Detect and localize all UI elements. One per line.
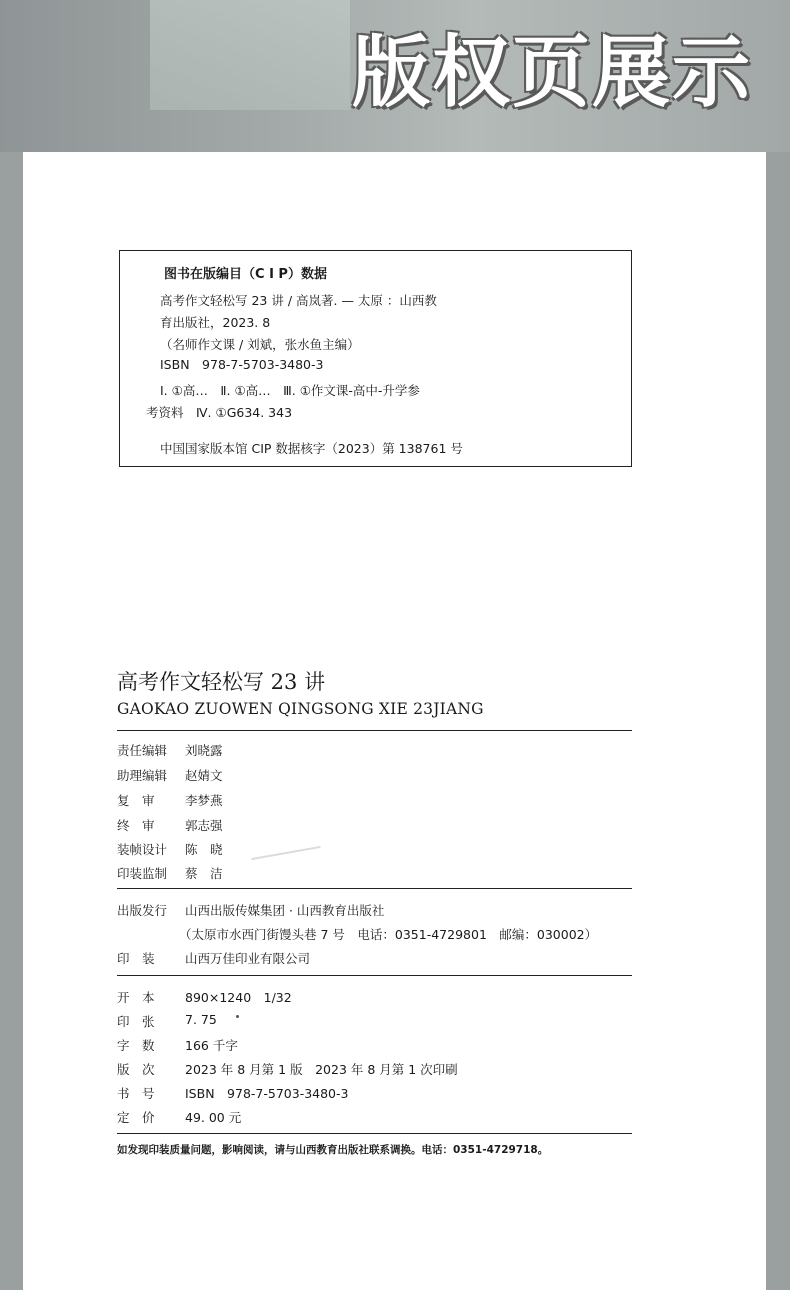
spec-label: 字 数 [117, 1038, 155, 1053]
cip-line: 考资料 Ⅳ. ①G634. 343 [146, 405, 293, 420]
spec-value: 2023 年 8 月第 1 版 2023 年 8 月第 1 次印刷 [185, 1062, 458, 1077]
publisher-label: 出版发行 [117, 903, 168, 918]
cip-line: Ⅰ. ①高… Ⅱ. ①高… Ⅲ. ①作文课-高中-升学参 [160, 383, 420, 398]
quality-notice: 如发现印装质量问题，影响阅读，请与山西教育出版社联系调换。电话：0351-4729718。 [117, 1144, 549, 1156]
publisher-row [117, 901, 385, 919]
cip-line: 育出版社，2023. 8 [160, 315, 271, 330]
spec-label: 开 本 [117, 990, 155, 1005]
cip-line: 高考作文轻松写 23 讲 / 高岚著. — 太原 ：山西教 [160, 293, 437, 308]
spec-row [117, 1108, 242, 1126]
cip-line: ISBN 978-7-5703-3480-3 [160, 357, 324, 372]
spec-label: 书 号 [117, 1086, 155, 1101]
staff-row [117, 840, 223, 858]
staff-label: 助理编辑 [117, 768, 168, 783]
publisher-name: 山西出版传媒集团 · 山西教育出版社 [185, 903, 385, 918]
staff-label: 责任编辑 [117, 743, 168, 758]
scan-smudge [251, 846, 320, 860]
staff-label: 复 审 [117, 793, 155, 808]
printer-row [117, 949, 311, 967]
spec-row [117, 1012, 217, 1030]
staff-value: 陈 晓 [185, 842, 223, 857]
spec-value: 7. 75 [185, 1012, 217, 1027]
spec-row [117, 1084, 349, 1102]
spec-value: 166 千字 [185, 1038, 238, 1053]
staff-label: 印装监制 [117, 866, 168, 881]
cip-line: 中国国家版本馆 CIP 数据核字（2023）第 138761 号 [160, 441, 463, 456]
spec-label: 印 张 [117, 1014, 155, 1029]
cip-data-box [119, 250, 632, 467]
divider [117, 888, 632, 889]
spec-value: 890×1240 1/32 [185, 990, 292, 1005]
staff-value: 赵婧文 [185, 768, 223, 783]
staff-label: 终 审 [117, 818, 155, 833]
spec-label: 定 价 [117, 1110, 155, 1125]
spec-value: ISBN 978-7-5703-3480-3 [185, 1086, 349, 1101]
spec-row [117, 988, 292, 1006]
staff-value: 蔡 洁 [185, 866, 223, 881]
spec-row [117, 1060, 458, 1078]
staff-value: 郭志强 [185, 818, 223, 833]
banner-background-photo [150, 0, 350, 110]
staff-row [117, 816, 223, 834]
spec-label: 版 次 [117, 1062, 155, 1077]
staff-row [117, 791, 223, 809]
staff-row [117, 766, 223, 784]
banner [0, 0, 790, 152]
scan-speck [236, 1015, 239, 1018]
staff-value: 李梦燕 [185, 793, 223, 808]
staff-row [117, 741, 223, 759]
staff-value: 刘晓露 [185, 743, 223, 758]
cip-line: （名师作文课 / 刘斌，张水鱼主编） [160, 337, 360, 352]
staff-row [117, 864, 223, 882]
book-title-pinyin: GAOKAO ZUOWEN QINGSONG XIE 23JIANG [117, 700, 484, 718]
printer-name: 山西万佳印业有限公司 [185, 951, 311, 966]
divider [117, 1133, 632, 1134]
spec-value: 49. 00 元 [185, 1110, 242, 1125]
copyright-page [23, 152, 766, 1290]
printer-label: 印 装 [117, 951, 155, 966]
staff-label: 装帧设计 [117, 842, 168, 857]
spec-row [117, 1036, 238, 1054]
divider [117, 730, 632, 731]
banner-title: 版权页展示 [351, 28, 752, 118]
book-title: 高考作文轻松写 23 讲 [117, 670, 326, 694]
divider [117, 975, 632, 976]
cip-heading: 图书在版编目（C I P）数据 [164, 267, 327, 282]
publisher-address: （太原市水西门街馒头巷 7 号 电话：0351-4729801 邮编：030002） [179, 927, 598, 942]
